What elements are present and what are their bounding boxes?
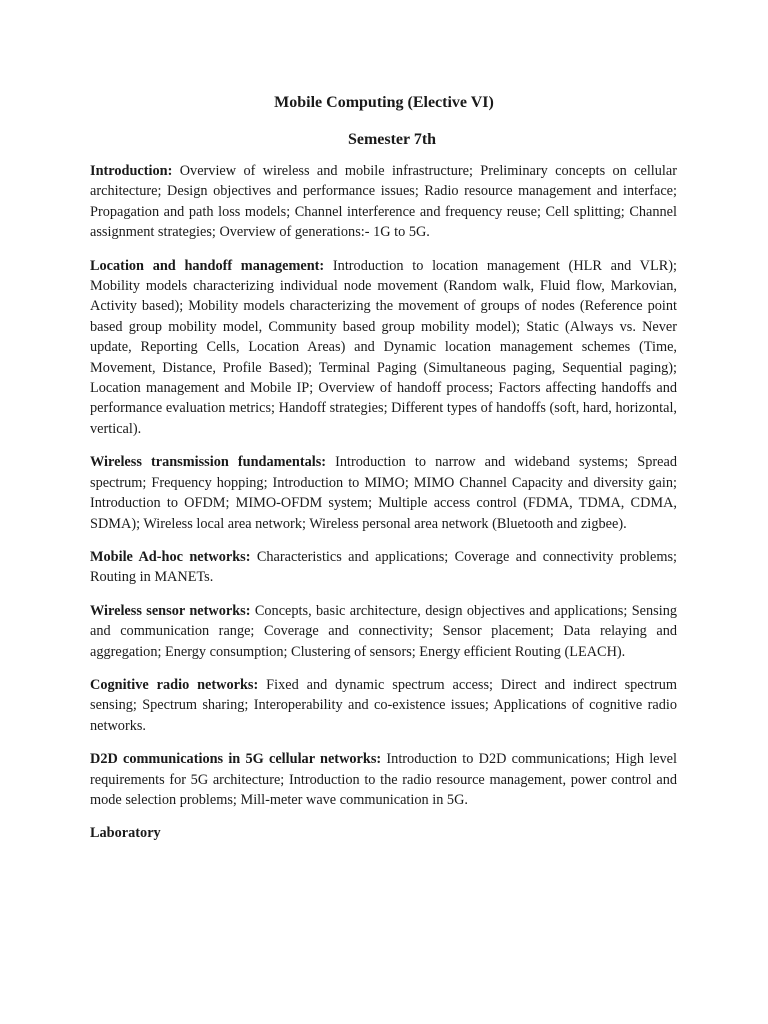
- section-heading: Wireless sensor networks:: [90, 602, 251, 619]
- section-wireless-transmission: [90, 452, 677, 534]
- section-body: Introduction to location management (HLR and VLR); Mobility models characterizing individual node movement (Random walk, Fluid flow, Markovian, Activity based); Mobility models characterizing the movement of groups of nodes (Reference point based group mobility model, Community based group mobility model); Static (Always vs. Never update, Reporting Cells, Location Areas) and Dynamic location management schemes (Time, Movement, Distance, Profile Based); Terminal Paging (Simultaneous paging, Sequential paging); Location management and Mobile IP; Overview of handoff process; Factors affecting handoffs and performance evaluation metrics; Handoff strategies; Different types of handoffs (soft, hard, horizontal, vertical).: [90, 257, 678, 437]
- section-manet: [90, 547, 677, 588]
- section-heading: Cognitive radio networks:: [90, 676, 259, 693]
- section-body: Introduction to D2D communications; High level requirements for 5G architecture; Introduction to the radio resource management, power control and mode selection problems; Mill-meter wave communication in 5G.: [90, 751, 677, 808]
- section-body: Characteristics and applications; Coverage and connectivity problems; Routing in MANETs.: [90, 548, 677, 586]
- section-heading: Wireless transmission fundamentals:: [90, 454, 327, 471]
- section-d2d-5g: [90, 749, 677, 810]
- syllabus-content: [90, 161, 677, 844]
- section-heading: Mobile Ad-hoc networks:: [90, 548, 251, 565]
- page-title: Mobile Computing (Elective VI): [274, 94, 494, 111]
- section-body: Introduction to narrow and wideband systems; Spread spectrum; Frequency hopping; Introduction to MIMO; MIMO Channel Capacity and diversity gain; Introduction to OFDM; MIMO-OFDM system; Multiple access control (FDMA, TDMA, CDMA, SDMA); Wireless local area network; Wireless personal area network (Bluetooth and zigbee).: [90, 454, 678, 532]
- section-location-handoff: [90, 256, 677, 440]
- section-wsn: [90, 601, 677, 662]
- section-body: Concepts, basic architecture, design objectives and applications; Sensing and communication range; Coverage and connectivity; Sensor placement; Data relaying and aggregation; Energy consumption; Clustering of sensors; Energy efficient Routing (LEACH).: [90, 602, 677, 660]
- page-subtitle: [0, 131, 768, 149]
- section-cognitive-radio: [90, 675, 677, 736]
- section-body: Fixed and dynamic spectrum access; Direct and indirect spectrum sensing; Spectrum sharing; Interoperability and co-existence issues; Applications of cognitive radio networks.: [90, 676, 677, 734]
- section-heading: Introduction:: [90, 163, 173, 179]
- section-body: Overview of wireless and mobile infrastructure; Preliminary concepts on cellular architecture; Design objectives and performance issues; Radio resource management and interface; Propagation and path loss models; Channel interference and frequency reuse; Cell splitting; Channel assignment strategies; Overview of generations:- 1G to 5G.: [90, 163, 677, 241]
- section-introduction: [90, 161, 677, 243]
- laboratory-heading: Laboratory: [90, 825, 161, 842]
- section-heading: Location and handoff management:: [90, 257, 325, 274]
- section-heading: D2D communications in 5G cellular networks:: [90, 751, 382, 768]
- semester-label: Semester 7th: [347, 131, 437, 148]
